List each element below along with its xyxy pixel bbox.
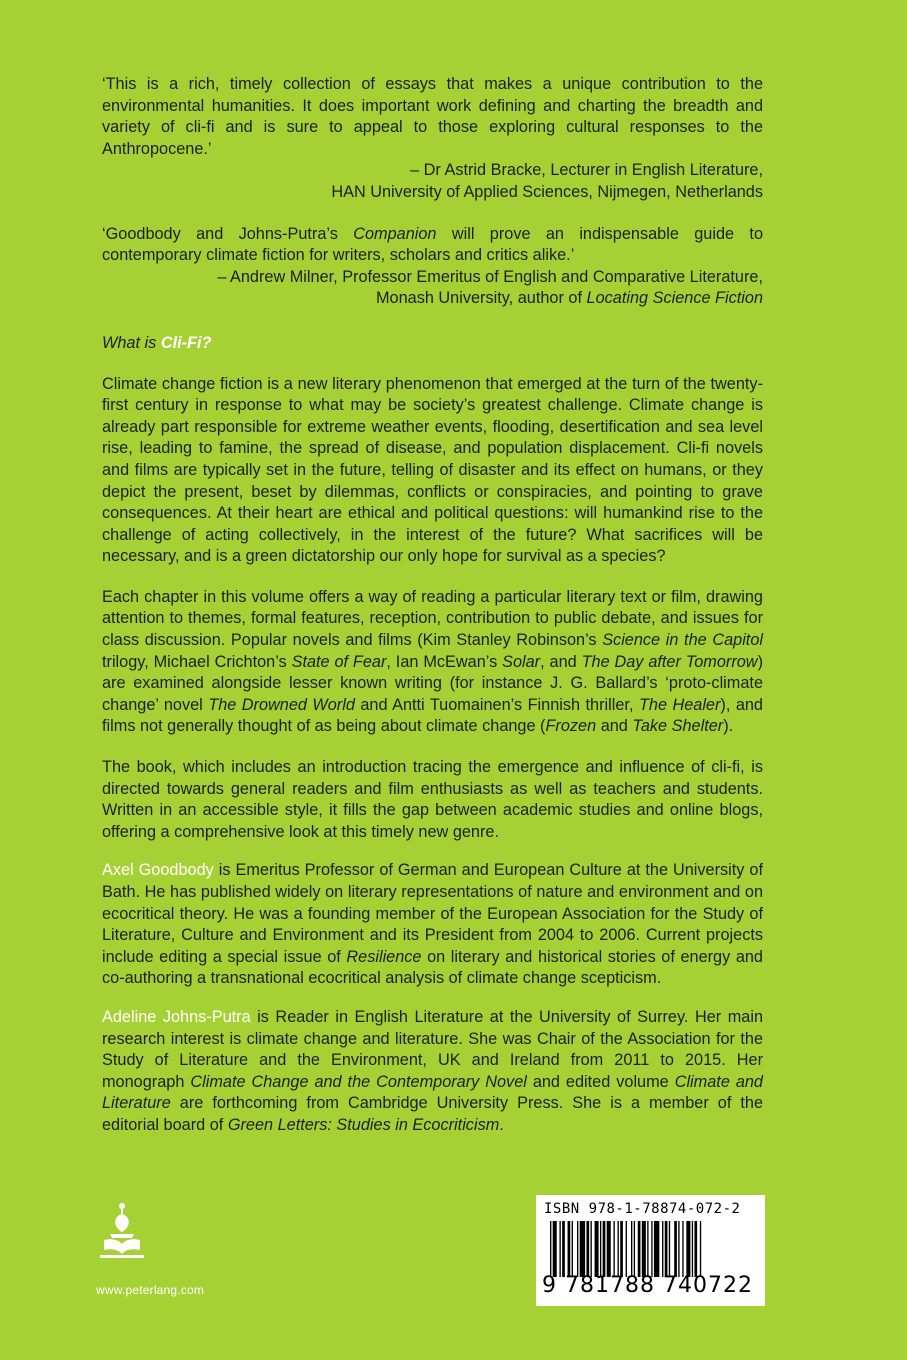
- isbn-label: ISBN 978-1-78874-072-2: [544, 1201, 741, 1217]
- review-attribution-2b: Monash University, author of Locating Science Fiction: [375, 289, 763, 308]
- section-heading: What is Cli-Fi?: [102, 333, 212, 352]
- barcode-bar: [553, 1221, 557, 1277]
- description-paragraph-2: Each chapter in this volume offers a way of reading a particular literary text or film, drawing attention to themes, formal features, reception, contribution to public debate, and issues for class discussion. Popular novels and films (Kim Stanley Robinson’s Science in the Capitol trilogy, Michael Crichton’s State of Fear, Ian McEwan’s Solar, and The Day after Tomorrow) are examined alongside lesser known writing (for instance J. G. Ballard’s ‘proto-climate change’ novel The Drowned World and Antti Tuomainen’s Finnish thriller, The Healer), and films not generally thought of as being about climate change (Frozen and Take Shelter).: [102, 587, 764, 736]
- review-quote-2: ‘Goodbody and Johns-Putra’s Companion will prove an indispensable guide to contemporary climate fiction for writers, scholars and critics alike.’: [102, 224, 763, 265]
- barcode-bar: [654, 1221, 659, 1277]
- barcode-bar: [631, 1221, 632, 1277]
- author-bio-johns-putra: Adeline Johns-Putra is Reader in English Literature at the University of Surrey. Her main research interest is climate change and literature. She was Chair of the Association for the Study of Literature and the Environment, UK and Ireland from 2011 to 2015. Her monograph Climate Change and the Contemporary Novel and edited volume Climate and Literature are forthcoming from Cambridge University Press. She is a member of the editorial board of Green Letters: Studies in Ecocriticism.: [102, 1007, 763, 1134]
- barcode-bar: [678, 1221, 679, 1277]
- barcode-bar: [638, 1221, 641, 1277]
- back-cover-text: [102, 74, 763, 1137]
- barcode-bar: [600, 1221, 601, 1277]
- barcode-bar: [686, 1221, 690, 1277]
- author-name: Axel Goodbody: [102, 861, 214, 880]
- barcode-bar: [595, 1221, 599, 1277]
- review-attribution-2a: – Andrew Milner, Professor Emeritus of English and Comparative Literature,: [217, 267, 763, 286]
- barcode-bar: [700, 1221, 701, 1277]
- description-paragraph-3: The book, which includes an introduction tracing the emergence and influence of cli-fi, is directed towards general readers and film enthusiasts as well as teachers and students. Written in an accessible style, it fills the gap between academic studies and online blogs, offering a comprehensive look at this timely new genre.: [102, 758, 763, 841]
- barcode-bar: [562, 1221, 565, 1277]
- barcode-bar: [559, 1221, 560, 1277]
- barcode-bar: [613, 1221, 614, 1277]
- barcode-bar: [647, 1221, 648, 1277]
- review-quote-1: ‘This is a rich, timely collection of essays that makes a unique contribution to the environmental humanities. It does important work defining and charting the breadth and variety of cli-fi and is sure to appeal to those exploring cultural responses to the Anthropocene.’: [102, 75, 763, 158]
- review-attribution-1a: – Dr Astrid Bracke, Lecturer in English Literature,: [410, 161, 763, 180]
- barcode-bar: [586, 1221, 589, 1277]
- barcode-bar: [626, 1221, 627, 1277]
- barcode-bar: [607, 1221, 611, 1277]
- barcode-bar: [550, 1221, 551, 1277]
- barcode-bar: [682, 1221, 683, 1277]
- barcode-bar: [674, 1221, 677, 1277]
- barcode-bar: [603, 1221, 606, 1277]
- barcode-bar: [572, 1221, 573, 1277]
- barcode-bar: [665, 1221, 668, 1277]
- author-name: Adeline Johns-Putra: [102, 1007, 251, 1026]
- barcode-bar: [662, 1221, 663, 1277]
- barcode-bars: [550, 1221, 751, 1277]
- barcode-bar: [618, 1221, 619, 1277]
- barcode-bar: [577, 1221, 578, 1277]
- description-paragraph-1: Climate change fiction is a new literary phenomenon that emerged at the turn of the twenty-first century in response to what may be society’s greatest challenge. Climate change is already part responsible for extreme weather events, flooding, desertification and sea level rise, leading to famine, the spread of disease, and population displacement. Cli-fi novels and films are typically set in the future, telling of disaster and its effect on humans, or they depict the present, beset by dilemmas, conflicts or conspiracies, and pointing to grave consequences. At their heart are ethical and political questions: will humankind rise to the challenge of acting collectively, in the interest of the future? What sacrifices will be necessary, and is a green dictatorship our only hope for survival as a species?: [102, 374, 763, 566]
- peter-lang-logo-icon: [92, 1198, 152, 1278]
- barcode-bar: [620, 1221, 623, 1277]
- publisher-url[interactable]: www.peterlang.com: [96, 1283, 205, 1297]
- barcode-bar: [591, 1221, 592, 1277]
- barcode-bar: [642, 1221, 646, 1277]
- barcode-bar: [694, 1221, 697, 1277]
- barcode: [536, 1195, 765, 1306]
- barcode-bar: [669, 1221, 670, 1277]
- barcode-bar: [580, 1221, 585, 1277]
- author-bio-goodbody: Axel Goodbody is Emeritus Professor of German and European Culture at the University of Bath. He has published widely on literary representations of nature and environment and on ecocritical theory. He was a founding member of the European Association for the Study of Literature, Culture and Environment and its President from 2004 to 2006. Current projects include editing a special issue of Resilience on literary and historical stories of energy and co-authoring a transnational ecocritical analysis of climate change scepticism.: [102, 861, 763, 988]
- barcode-bar: [568, 1221, 571, 1277]
- barcode-bar: [651, 1221, 652, 1277]
- review-attribution-1b: HAN University of Applied Sciences, Nijmegen, Netherlands: [331, 182, 763, 201]
- barcode-number: 9 781788 740722: [542, 1273, 753, 1298]
- barcode-bar: [692, 1221, 693, 1277]
- barcode-bar: [634, 1221, 635, 1277]
